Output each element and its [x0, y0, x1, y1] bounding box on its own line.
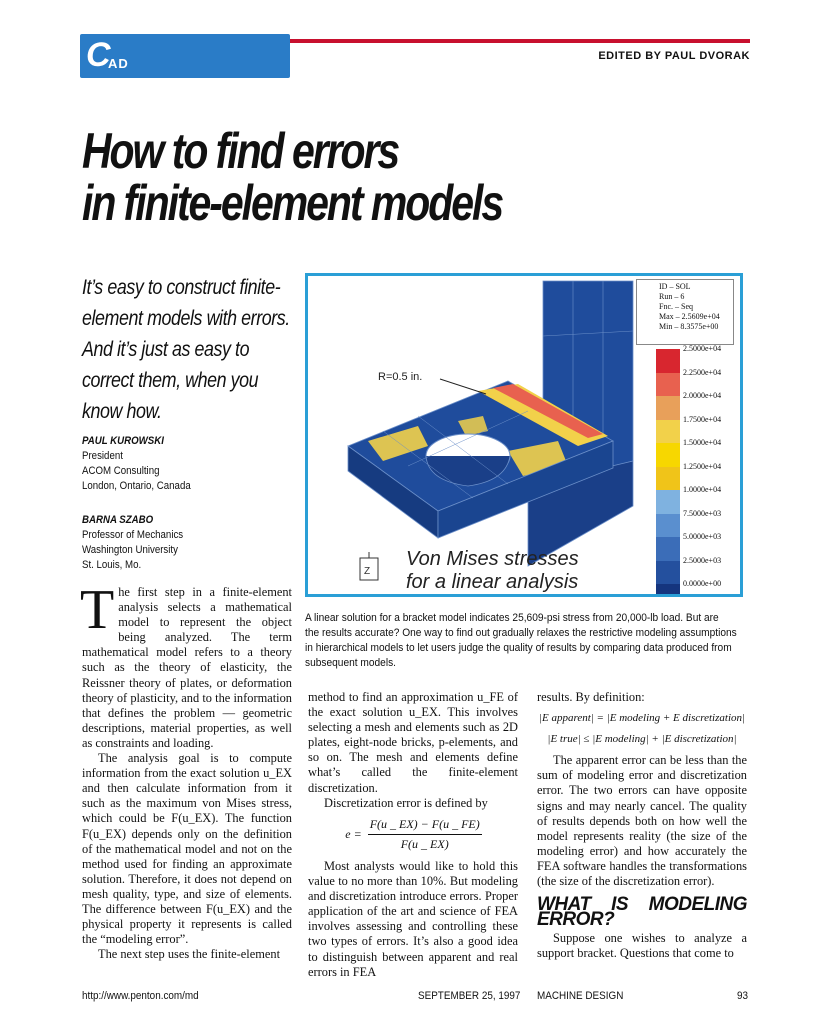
article-deck — [82, 272, 303, 427]
equation-numerator: F(u _ EX) − F(u _ FE) — [368, 817, 482, 835]
legend-swatch — [656, 420, 680, 444]
equation-denominator: F(u _ EX) — [400, 836, 449, 851]
author-location: St. Louis, Mo. — [82, 559, 142, 571]
legend-header-line: Min – 8.3575e+00 — [659, 322, 719, 331]
legend-swatch — [656, 373, 680, 397]
legend-swatch — [656, 537, 680, 561]
drop-cap: T — [80, 579, 115, 641]
fea-figure — [305, 273, 743, 597]
body-paragraph: Discretization error is defined by — [324, 795, 488, 810]
title-line-2: in finite-element models — [82, 175, 503, 231]
legend-value: 5.0000e+03 — [683, 532, 722, 541]
figure-label-line-2: for a linear analysis — [406, 571, 579, 593]
footer-date: SEPTEMBER 25, 1997 — [418, 990, 521, 1002]
body-column-1 — [80, 579, 292, 962]
section-letter: C — [86, 36, 111, 74]
edited-by: EDITED BY PAUL DVORAK — [598, 50, 750, 62]
radius-label: R=0.5 in. — [378, 371, 423, 383]
caption-line: subsequent models. — [305, 657, 396, 669]
legend-swatch — [656, 514, 680, 538]
legend-swatch — [656, 561, 680, 585]
legend-value: 1.2500e+04 — [683, 461, 722, 471]
paragraph-text: he first step in a finite-element analysis selects a mathematical model to represent the object being analyzed. The term mathematical model refers to a theory such as the theory of elasticity, the Reissner theory of plates, or deformation theory of plasticity, and to the information that defines the problem — geometric descriptions, material properties, as well as constraints and loading. — [82, 585, 292, 750]
legend-header-line: Run – 6 — [659, 292, 685, 301]
figure-caption — [305, 611, 737, 671]
section-suffix: AD — [108, 56, 129, 71]
legend-value: 1.5000e+04 — [683, 438, 722, 447]
legend-swatch — [656, 349, 680, 373]
legend-value: 1.7500e+04 — [683, 414, 722, 424]
body-paragraph: Suppose one wishes to analyze a support bracket. Questions that come to — [537, 931, 747, 961]
legend-value: 1.0000e+04 — [683, 485, 722, 494]
section-subhead: WHAT IS MODELING ERROR? — [537, 894, 747, 931]
section-tab — [80, 34, 290, 78]
author-title: Professor of Mechanics — [82, 529, 184, 541]
legend-value: 2.0000e+04 — [683, 391, 722, 400]
deck-line: And it’s just as easy to — [82, 338, 250, 361]
deck-line: know how. — [82, 400, 162, 423]
legend-header — [636, 279, 734, 345]
author-title: President — [82, 450, 123, 462]
figure-label — [406, 548, 579, 594]
legend-value: 2.5000e+03 — [683, 555, 722, 565]
apparent-error-equation: |E apparent| = |E modeling + E discretization| — [538, 712, 746, 725]
stress-legend — [636, 279, 736, 589]
footer-magazine: MACHINE DESIGN — [537, 990, 624, 1002]
body-paragraph: Most analysts would like to hold this value to no more than 10%. But modeling and discretization introduce errors. Proper application of the art and science of FEA involves assessing and controlling these two types of errors. It’s also a good idea to distinguish between apparent and real errors in FEA — [308, 858, 518, 979]
title-line-1: How to find errors — [82, 123, 399, 179]
author-name: BARNA SZABO — [82, 514, 154, 526]
body-paragraph: method to find an approximation u_FE of the exact solution u_EX. This involves selecting a mesh and elements such as 2D plates, eight-node bricks, p-elements, and so on. The mesh and elements define what’s called the finite-element discretization. — [308, 690, 518, 795]
legend-swatch — [656, 443, 680, 467]
author-location: London, Ontario, Canada — [82, 480, 191, 492]
legend-value: 7.5000e+03 — [683, 508, 722, 518]
deck-line: correct them, when you — [82, 369, 259, 392]
legend-header-line: ID – SOL — [659, 282, 691, 291]
caption-line: in hierarchical models to let users judge the quality of results by comparing data produced from — [305, 642, 732, 654]
footer-url[interactable]: http://www.penton.com/md — [82, 990, 199, 1002]
discretization-equation — [308, 817, 518, 853]
body-column-2 — [308, 690, 518, 980]
author-name: PAUL KUROWSKI — [82, 435, 164, 447]
legend-value: 2.5000e+04 — [683, 344, 722, 353]
true-error-equation: |E true| ≤ |E modeling| + |E discretization| — [547, 733, 737, 746]
author-block — [82, 434, 191, 494]
legend-swatch — [656, 490, 680, 514]
caption-line: the results accurate? One way to find out gradually relaxes the restrictive modeling assumptions — [305, 627, 737, 639]
body-paragraph: results. By definition: — [537, 690, 645, 704]
author-affiliation: ACOM Consulting — [82, 465, 160, 477]
article-title — [82, 125, 640, 229]
caption-line: A linear solution for a bracket model indicates 25,609-psi stress from 20,000-lb load. But are — [305, 612, 719, 624]
svg-text:Z: Z — [364, 566, 371, 577]
page-number: 93 — [737, 990, 749, 1002]
author-block — [82, 513, 183, 573]
deck-line: element models with errors. — [82, 307, 290, 330]
legend-header-line: Fnc. – Seq — [659, 302, 693, 311]
body-paragraph: The next step uses the finite-element — [98, 947, 281, 962]
equation-lhs: e = — [345, 827, 362, 842]
figure-label-line-1: Von Mises stresses — [406, 548, 579, 570]
body-paragraph — [80, 579, 292, 751]
legend-swatch — [656, 467, 680, 491]
deck-line: It’s easy to construct finite- — [82, 276, 281, 299]
legend-value: 0.0000e+00 — [683, 579, 722, 588]
legend-swatch — [656, 584, 680, 597]
header-rule — [290, 39, 750, 43]
legend-swatch — [656, 396, 680, 420]
legend-header-line: Max – 2.5609e+04 — [659, 312, 720, 321]
legend-value: 2.2500e+04 — [683, 367, 722, 377]
body-column-3 — [537, 690, 747, 962]
body-paragraph: The analysis goal is to compute information from the exact solution u_EX and then calculate information from it such as the maximum von Mises stress, which could be F(u_EX). The function F(u_EX) depends only on the definition of the mathematical model and not on the method used for finding an approximate solution. Therefore, it does not depend on mesh quality, type, and size of elements. The difference between F(u_EX) and the physical property it represents is called the “modeling error”. — [82, 751, 292, 947]
body-paragraph: The apparent error can be less than the sum of modeling error and discretization error. The two errors can have opposite signs and may nearly cancel. The quality of results depends both on how well the model represents reality (the size of the modeling error) and how accurately the FEA software handles the transformations (the size of the discretization error). — [537, 753, 747, 889]
author-affiliation: Washington University — [82, 544, 178, 556]
